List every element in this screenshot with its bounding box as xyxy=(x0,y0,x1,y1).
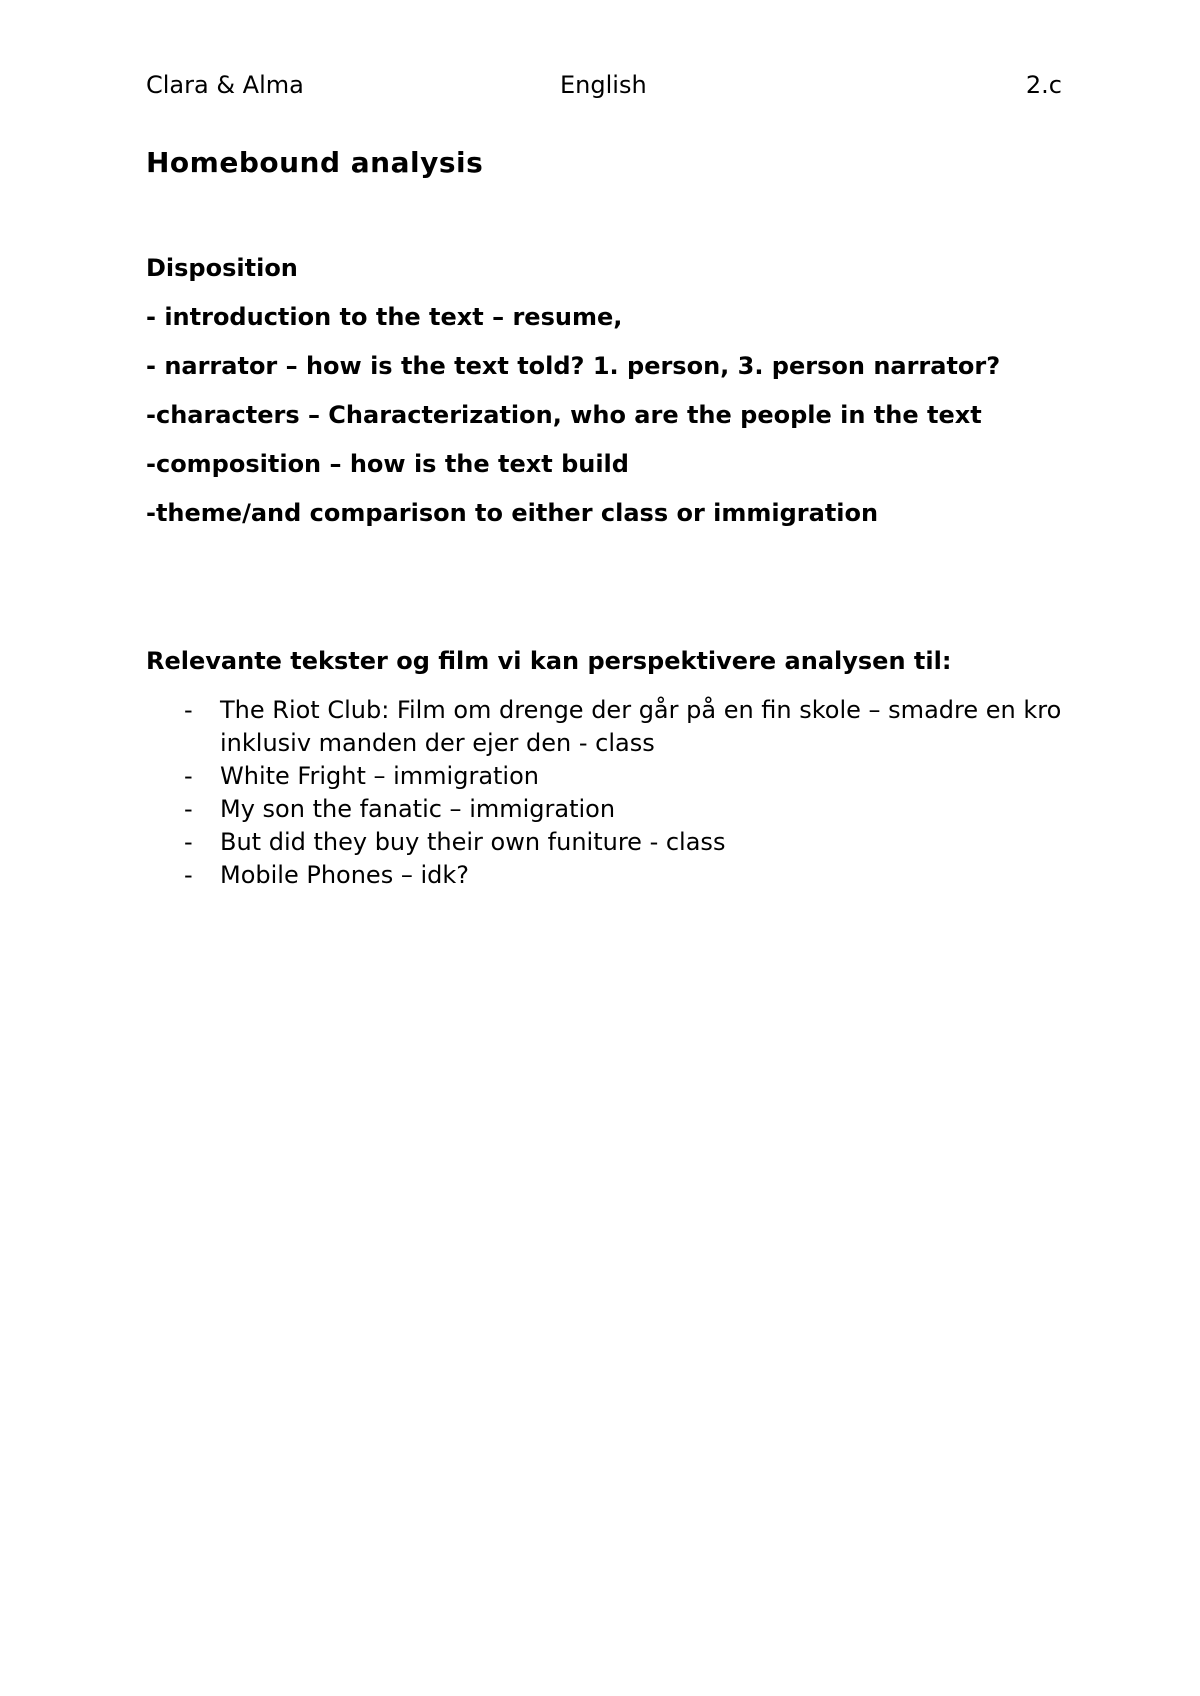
list-bullet: - xyxy=(184,696,193,724)
list-bullet: - xyxy=(184,795,193,823)
disposition-item: -composition – how is the text build xyxy=(146,450,629,478)
relevant-texts-heading: Relevante tekster og film vi kan perspektivere analysen til: xyxy=(146,647,952,675)
header-authors: Clara & Alma xyxy=(146,71,304,99)
list-item xyxy=(146,826,1066,859)
list-bullet: - xyxy=(184,762,193,790)
list-item-text: White Fright – immigration xyxy=(220,762,539,790)
disposition-heading: Disposition xyxy=(146,254,298,282)
disposition-item: - introduction to the text – resume, xyxy=(146,303,623,331)
disposition-item: - narrator – how is the text told? 1. person, 3. person narrator? xyxy=(146,352,1001,380)
list-bullet: - xyxy=(184,861,193,889)
list-item-text: But did they buy their own funiture - class xyxy=(220,828,726,856)
list-item xyxy=(146,760,1066,793)
disposition-list xyxy=(146,302,1000,547)
disposition-item: -theme/and comparison to either class or immigration xyxy=(146,499,879,527)
list-item-text: Mobile Phones – idk? xyxy=(220,861,469,889)
document-title: Homebound analysis xyxy=(146,146,484,179)
header-class: 2.c xyxy=(1025,71,1062,99)
list-item xyxy=(146,694,1066,760)
disposition-item: -characters – Characterization, who are the people in the text xyxy=(146,401,982,429)
list-item xyxy=(146,859,1066,892)
list-item xyxy=(146,793,1066,826)
header-subject: English xyxy=(560,71,647,99)
list-bullet: - xyxy=(184,828,193,856)
list-item-text: The Riot Club: Film om drenge der går på en fin skole – smadre en kro inklusiv manden der ejer den - class xyxy=(220,696,1062,757)
relevant-texts-list xyxy=(146,694,1066,892)
list-item-text: My son the fanatic – immigration xyxy=(220,795,616,823)
